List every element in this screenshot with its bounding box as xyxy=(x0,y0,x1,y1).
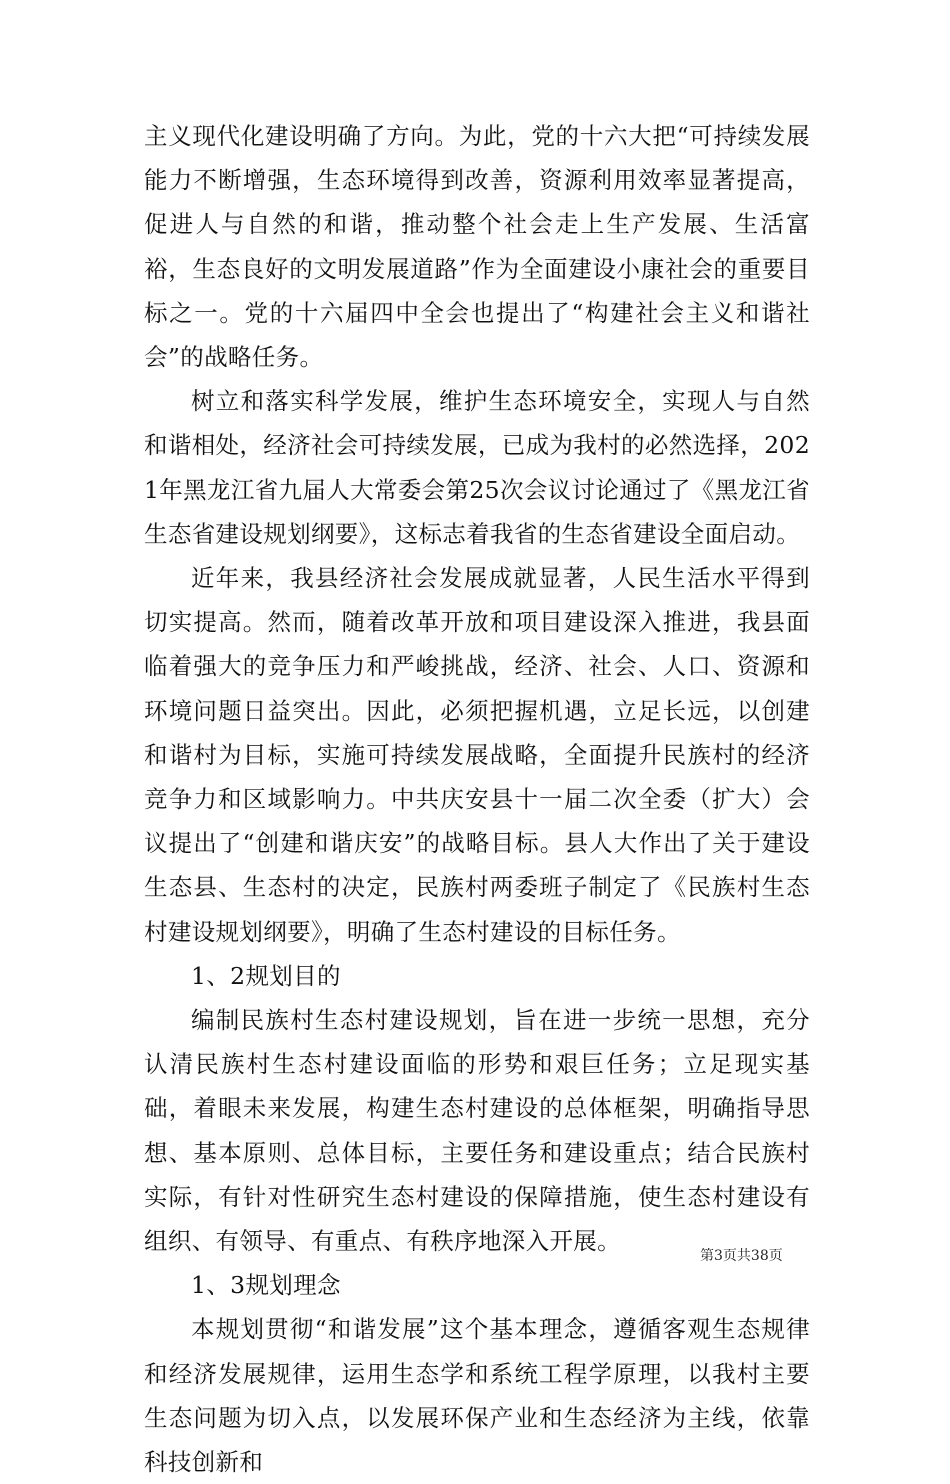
document-body xyxy=(144,114,810,1484)
paragraph-planning-concept: 本规划贯彻“和谐发展”这个基本理念，遵循客观生态规律和经济发展规律，运用生态学和系统工程学原理，以我村主要生态问题为切入点，以发展环保产业和生态经济为主线，依靠科技创新和 xyxy=(144,1315,810,1477)
paragraph-continuation: 主义现代化建设明确了方向。为此，党的十六大把“可持续发展能力不断增强，生态环境得到改善，资源利用效率显著提高，促进人与自然的和谐，推动整个社会走上生产发展、生活富裕，生态良好的文明发展道路”作为全面建设小康社会的重要目标之一。党的十六届四中全会也提出了“构建社会主义和谐社会”的战略任务。 xyxy=(144,122,810,372)
paragraph-planning-purpose: 编制民族村生态村建设规划，旨在进一步统一思想，充分认清民族村生态村建设面临的形势和艰巨任务；立足现实基础，着眼未来发展，构建生态村建设的总体框架，明确指导思想、基本原则、总体目标，主要任务和建设重点；结合民族村实际，有针对性研究生态村建设的保障措施，使生态村建设有组织、有领导、有重点、有秩序地深入开展。 xyxy=(144,1006,810,1256)
section-heading-planning-purpose: 1、2规划目的 xyxy=(191,961,341,990)
paragraph-eco-province: 树立和落实科学发展，维护生态环境安全，实现人与自然和谐相处，经济社会可持续发展，已成为我村的必然选择，2021年黑龙江省九届人大常委会第25次会议讨论通过了《黑龙江省生态省建设规划纲要》，这标志着我省的生态省建设全面启动。 xyxy=(144,387,811,548)
section-heading-planning-concept: 1、3规划理念 xyxy=(191,1271,341,1300)
paragraph-county-development: 近年来，我县经济社会发展成就显著，人民生活水平得到切实提高。然而，随着改革开放和项目建设深入推进，我县面临着强大的竞争压力和严峻挑战，经济、社会、人口、资源和环境问题日益突出。因此，必须把握机遇，立足长远，以创建和谐村为目标，实施可持续发展战略，全面提升民族村的经济竞争力和区域影响力。中共庆安县十一届二次全委（扩大）会议提出了“创建和谐庆安”的战略目标。县人大作出了关于建设生态县、生态村的决定，民族村两委班子制定了《民族村生态村建设规划纲要》，明确了生态村建设的目标任务。 xyxy=(144,564,810,946)
page-number-footer: 第3页共38页 xyxy=(700,1248,783,1264)
